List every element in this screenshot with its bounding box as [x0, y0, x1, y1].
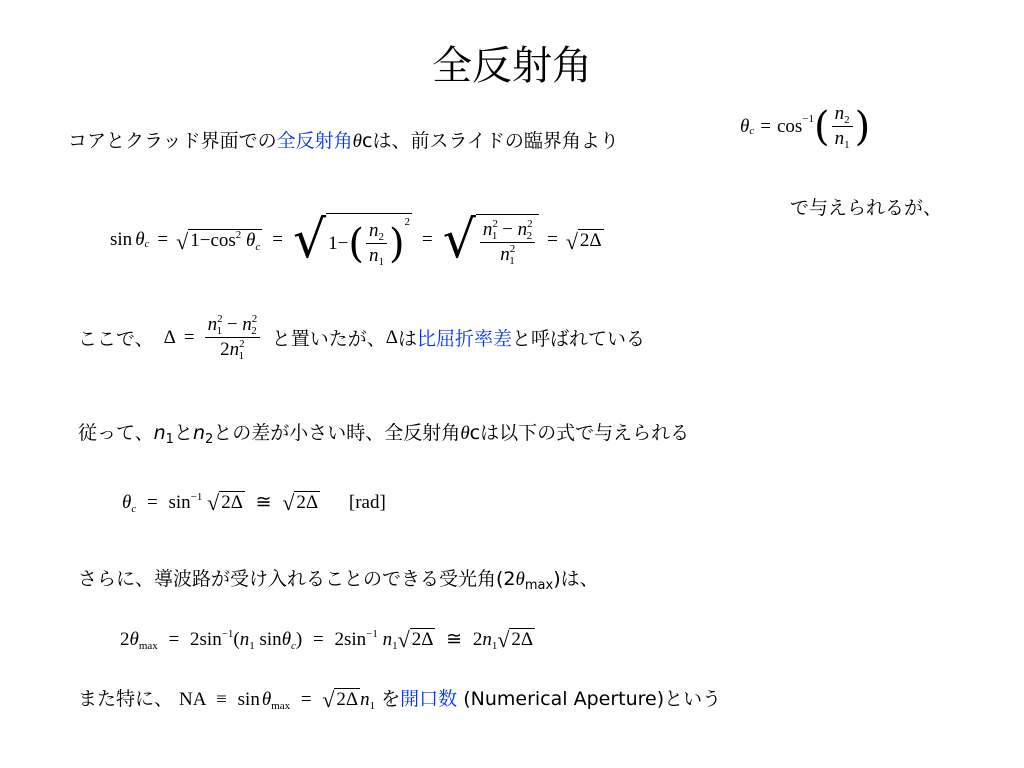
theta-c-sub: c [469, 422, 481, 444]
f3-n2-sub: 2 [251, 325, 257, 337]
f2-n1b: n [500, 244, 510, 265]
f5-inv2: −1 [366, 628, 378, 640]
set-as-text: と置いたが、 [271, 328, 386, 350]
f3-n2: n [242, 314, 252, 335]
f6-2delta: 2Δ [336, 688, 359, 710]
f6-n1-sub: 1 [369, 699, 376, 712]
f2-n2: n [368, 220, 379, 241]
f3-n1b-sup: 2 [239, 338, 245, 350]
f2-sin: sin [110, 229, 133, 250]
f5-sin3: sin [343, 629, 367, 650]
f2-sqrt1: √ [176, 229, 189, 254]
f5-n1-sub: 1 [249, 640, 255, 652]
na-explanation-text: (Numerical Aperture)という [457, 688, 722, 710]
f5-n1b-sub: 1 [392, 640, 398, 652]
f1-c: c [749, 124, 755, 137]
f4-approx: ≅ [255, 492, 272, 513]
f1-cos: cos [776, 115, 803, 137]
acceptance-max: max [524, 578, 554, 593]
f3-n1: n [207, 314, 218, 335]
f2-sqrt2: √ [292, 210, 327, 270]
intro-post: は、前スライドの臨界角より [372, 130, 619, 152]
f2-sqrt4: √ [565, 229, 578, 254]
f2-theta: θ [135, 229, 145, 250]
f4-eq: = [146, 492, 158, 513]
f3-fraction [205, 314, 260, 361]
f2-sqrt3-body [476, 214, 539, 266]
f5-n1c-sub: 1 [491, 640, 498, 652]
f2-eq1: = [157, 229, 169, 250]
f3-n2-sup: 2 [251, 313, 258, 325]
f3-two: 2 [220, 339, 230, 360]
f1-rparen: ) [854, 103, 871, 150]
slide-title: 全反射角 [432, 43, 592, 89]
numerical-aperture-line [78, 684, 721, 711]
here-text: ここで、 [78, 328, 154, 350]
f2-n1: n [368, 245, 379, 266]
f2-one: 1 [190, 229, 200, 251]
f1-inverse: −1 [802, 112, 814, 125]
f2-sq: 2 [235, 228, 242, 241]
f5-two4: 2 [472, 629, 483, 650]
f2-theta2: θ [246, 229, 256, 251]
n1-sub: 1 [165, 432, 174, 447]
na-formula [179, 685, 375, 711]
intro-pre: コアとクラッド界面での [68, 130, 277, 152]
f2-n1a-sub: 1 [491, 230, 498, 242]
f1-n1-sub: 1 [844, 139, 850, 151]
delta-definition-line [78, 314, 645, 361]
f6-max: max [271, 699, 291, 712]
f5-sqrt2: √ [497, 627, 510, 652]
f5-theta: θ [129, 629, 139, 650]
f6-na: NA [179, 688, 206, 710]
f2-rparen: ) [388, 220, 405, 267]
f2-n1a: n [482, 219, 493, 240]
f4-sqrt2: √ [282, 490, 295, 515]
f2-sq2: 2 [404, 215, 411, 228]
f2-eq2: = [272, 229, 283, 250]
c-subscript: c [361, 130, 373, 152]
n2-sub: 2 [205, 432, 214, 447]
therefore-text: 従って、 [78, 422, 154, 444]
n1-var: n [153, 422, 166, 444]
f2-n2a: n [517, 219, 528, 240]
f2-sqrt1-body [188, 229, 262, 252]
f5-n1b: n [382, 629, 393, 650]
f2-n1b-sup: 2 [509, 243, 516, 255]
given-below-text: は以下の式で与えられる [480, 422, 690, 444]
and-text: と [173, 422, 193, 444]
f4-sqrt1: √ [207, 490, 220, 515]
f2-n1b-sub: 1 [509, 255, 515, 267]
f5-approx: ≅ [446, 629, 463, 650]
f6-sqrt: √ [322, 686, 335, 712]
f1-fraction [832, 103, 853, 150]
f3-n1b: n [229, 339, 240, 360]
f5-n1: n [239, 629, 250, 650]
f5-two: 2 [120, 629, 130, 650]
f3-eq: = [183, 326, 195, 348]
ha-text: は [398, 328, 418, 350]
f5-theta2: θ [281, 629, 292, 650]
intro-text [68, 126, 619, 153]
f5-eq1: = [168, 629, 180, 650]
given-by-text: で与えられるが、 [790, 197, 943, 219]
theta-symbol: θ [352, 131, 362, 152]
acceptance-post: )は、 [553, 568, 599, 590]
f2-eq3: = [422, 229, 433, 250]
f1-n1: n [834, 128, 845, 149]
critical-angle-formula [740, 103, 870, 150]
sin-theta-formula [110, 190, 604, 290]
f6-theta: θ [261, 688, 272, 710]
f2-c2: c [255, 240, 261, 253]
f2-cos: cos [210, 229, 236, 251]
f5-n1c: n [482, 629, 492, 650]
f4-rad-unit: [rad] [348, 492, 386, 513]
is-called-text: と呼ばれている [512, 328, 646, 350]
f2-n1-sub: 1 [378, 256, 384, 268]
f2-n2-sub: 2 [378, 231, 384, 243]
f2-eq4: = [547, 229, 558, 250]
f4-inv: −1 [190, 491, 203, 503]
f3-n1-sub: 1 [216, 325, 223, 337]
delta-formula [164, 314, 262, 361]
total-reflection-angle-term: 全反射角 [276, 130, 353, 152]
relative-index-difference-term: 比屈折率差 [417, 328, 513, 350]
f3-n1b-sub: 1 [238, 350, 245, 362]
theta-c-symbol: θ [460, 423, 470, 444]
f3-minus: − [226, 314, 238, 335]
f5-c: c [291, 640, 296, 652]
acceptance-angle-formula [120, 625, 535, 651]
wo-text: を [381, 688, 401, 710]
f2-sqrt3: √ [442, 210, 476, 270]
f6-eq: = [300, 688, 312, 710]
f5-two3: 2 [334, 629, 344, 650]
numerical-aperture-term: 開口数 [400, 688, 458, 710]
f5-2delta1: 2Δ [411, 629, 434, 650]
acceptance-theta: θ [515, 569, 525, 590]
f2-lparen: ( [348, 220, 364, 267]
f2-n2a-sup: 2 [527, 218, 533, 230]
f6-equiv: ≡ [216, 688, 227, 710]
f4-2delta1: 2Δ [221, 492, 243, 513]
f4-theta: θ [122, 492, 132, 513]
f5-2delta2: 2Δ [511, 629, 534, 650]
acceptance-pre: さらに、導波路が受け入れることのできる受光角(2 [78, 568, 516, 590]
theta-c-approx-formula [122, 488, 386, 514]
f3-n1-sup: 2 [217, 313, 223, 325]
f4-c: c [131, 503, 137, 515]
f1-n2-sub: 2 [844, 114, 850, 126]
acceptance-angle-text [78, 564, 599, 591]
f6-sin: sin [237, 688, 260, 710]
f1-lparen: ( [814, 103, 830, 150]
f2-2delta: 2Δ [579, 229, 602, 251]
f5-rp: ) [295, 629, 303, 650]
f2-n1a-sup: 2 [492, 218, 498, 230]
f2-n2a-sub: 2 [526, 230, 533, 242]
f2-minus-b: − [337, 232, 349, 254]
f5-eq2: = [313, 629, 324, 650]
f5-lp: ( [233, 629, 240, 650]
f5-max: max [138, 640, 158, 652]
f2-sqrt2-body [326, 213, 412, 267]
f5-inv: −1 [221, 628, 234, 640]
f2-fraction2 [480, 219, 535, 266]
f6-n1: n [360, 688, 370, 710]
f5-sqrt1: √ [397, 627, 410, 652]
f1-eq: = [760, 115, 771, 137]
small-diff-text: との差が小さい時、全反射角 [213, 422, 461, 444]
f1-theta: θ [740, 115, 750, 137]
f5-sin2: sin [259, 629, 282, 650]
f1-n2: n [834, 103, 845, 124]
f2-c: c [144, 238, 150, 250]
f2-minus: − [199, 229, 211, 251]
f2-one-b: 1 [328, 232, 338, 254]
delta-symbol: Δ [385, 326, 399, 348]
f4-2delta2: 2Δ [296, 492, 319, 513]
f5-sin: sin [199, 629, 222, 650]
f3-delta: Δ [163, 326, 176, 348]
f2-fraction [366, 220, 387, 267]
f2-minus-c: − [502, 219, 513, 240]
especially-text: また特に、 [78, 688, 174, 710]
approximation-text [78, 418, 689, 445]
f4-sin: sin [168, 492, 191, 513]
f5-two2: 2 [190, 629, 200, 650]
n2-var: n [192, 422, 206, 444]
